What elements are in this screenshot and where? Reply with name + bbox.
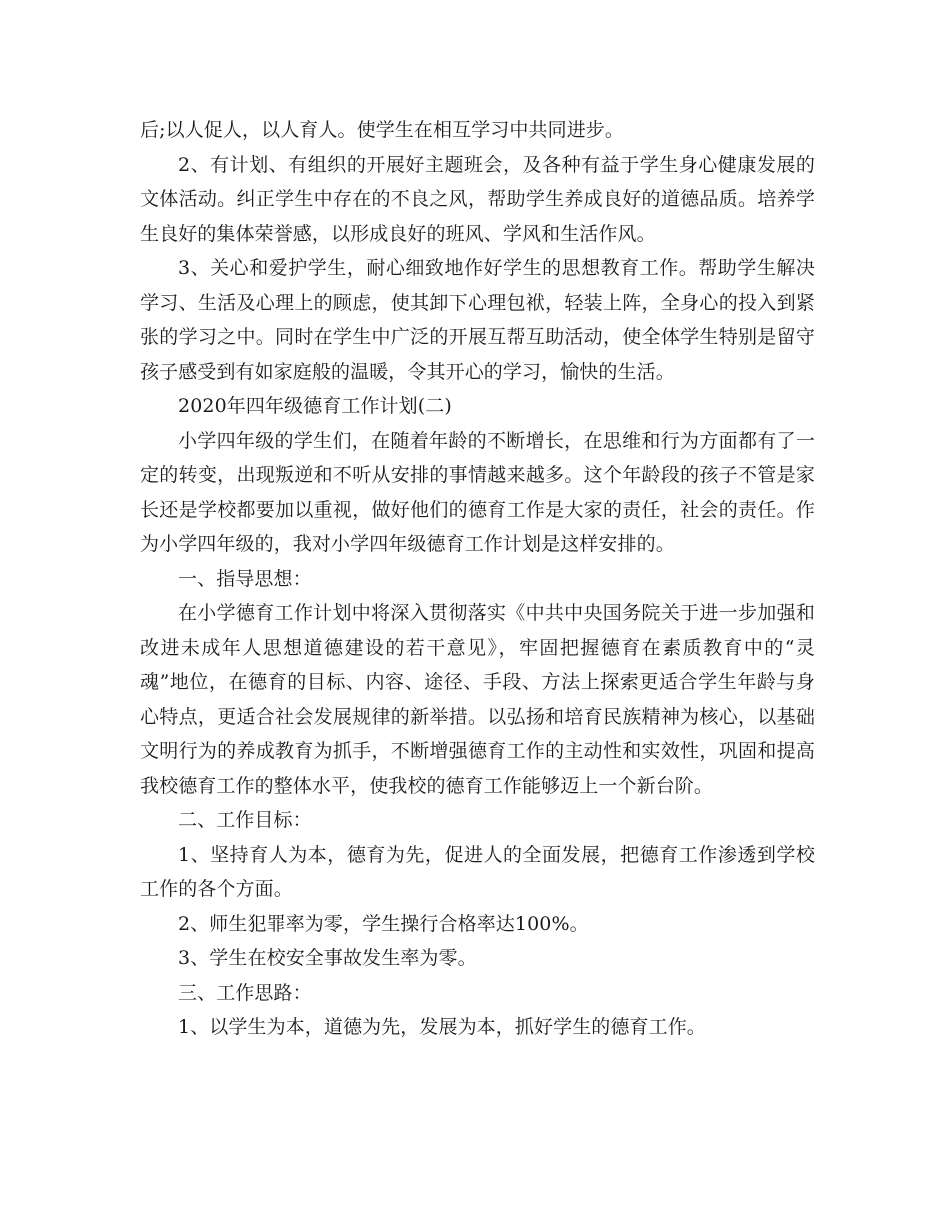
heading-work-goals: 二、工作目标： [178,809,312,831]
heading-work-approach: 三、工作思路： [178,981,312,1004]
document-body [140,113,815,1045]
paragraph-item-3: 3、关心和爱护学生，耐心细致地作好学生的思想教育工作。帮助学生解决学习、生活及心理上的顾虑，使其卸下心理包袱，轻装上阵，全身心的投入到紧张的学习之中。同时在学生中广泛的开展互帮互助活动，使全体学生特别是留守孩子感受到有如家庭般的温暖，令其开心的学习，愉快的生活。 [140,257,815,383]
paragraph-item-2: 2、有计划、有组织的开展好主题班会，及各种有益于学生身心健康发展的文体活动。纠正学生中存在的不良之风，帮助学生养成良好的道德品质。培养学生良好的集体荣誉感，以形成良好的班风、学风和生活作风。 [140,153,815,245]
goal-item-2: 2、师生犯罪率为零，学生操行合格率达100%。 [178,912,589,935]
goal-item-3: 3、学生在校安全事故发生率为零。 [178,947,477,969]
paragraph-intro: 小学四年级的学生们，在随着年龄的不断增长，在思维和行为方面都有了一定的转变，出现叛逆和不听从安排的事情越来越多。这个年龄段的孩子不管是家长还是学校都要加以重视，做好他们的德育工作是大家的责任，社会的责任。作为小学四年级的，我对小学四年级德育工作计划是这样安排的。 [140,429,815,555]
section-title: 2020年四年级德育工作计划(二) [178,395,452,417]
paragraph-guiding-ideology: 在小学德育工作计划中将深入贯彻落实《中共中央国务院关于进一步加强和改进未成年人思想道德建设的若干意见》，牢固把握德育在素质教育中的“灵魂”地位，在德育的目标、内容、途径、手段、方法上探索更适合学生年龄与身心特点，更适合社会发展规律的新举措。以弘扬和培育民族精神为核心，以基础文明行为的养成教育为抓手，不断增强德育工作的主动性和实效性，巩固和提高我校德育工作的整体水平，使我校的德育工作能够迈上一个新台阶。 [140,602,815,797]
goal-item-1: 1、坚持育人为本，德育为先，促进人的全面发展，把德育工作渗透到学校工作的各个方面。 [140,843,815,900]
paragraph-continuation: 后;以人促人，以人育人。使学生在相互学习中共同进步。 [140,119,625,141]
heading-guiding-ideology: 一、指导思想： [178,567,312,590]
approach-item-1: 1、以学生为本，道德为先，发展为本，抓好学生的德育工作。 [178,1016,706,1038]
